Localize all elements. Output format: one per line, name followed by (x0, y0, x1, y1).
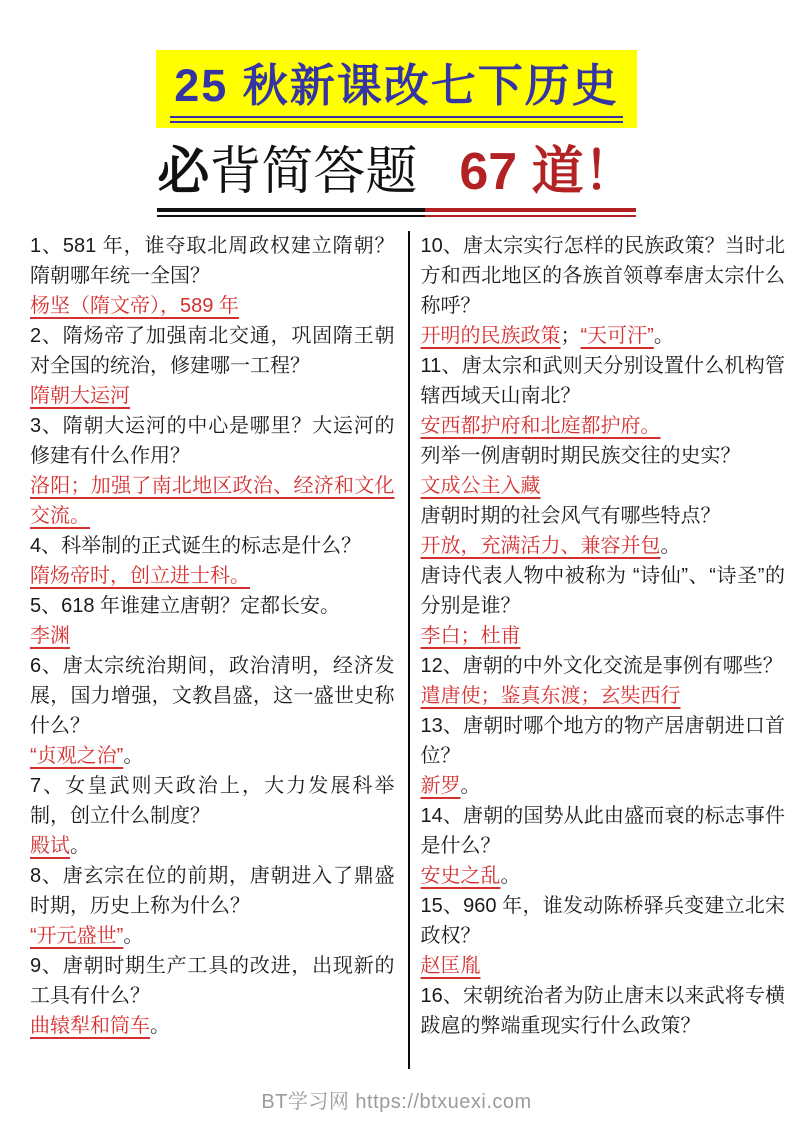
subtitle-underline (157, 208, 635, 217)
answer-red-segment: 赵匡胤 (420, 954, 481, 977)
column-divider (408, 231, 410, 1069)
answer-text (421, 771, 786, 801)
qa-item (421, 561, 786, 651)
answer-punctuation: 。 (500, 864, 521, 887)
question-text: 6、唐太宗统治期间，政治清明，经济发展，国力增强，文教昌盛，这一盛世史称什么？ (30, 654, 395, 737)
answer-text (421, 411, 786, 441)
question-text: 10、唐太宗实行怎样的民族政策？当时北方和西北地区的各族首领尊奉唐太宗什么称呼？ (420, 234, 785, 317)
answer-punctuation: 。 (150, 1014, 170, 1037)
answer-red-segment: 安史之乱 (420, 864, 501, 887)
qa-item (421, 351, 786, 441)
answer-text (30, 831, 395, 861)
qa-item (421, 501, 786, 561)
answer-red-segment: “贞观之治” (30, 744, 124, 767)
question-text: 13、唐朝时哪个地方的物产居唐朝进口首位？ (420, 714, 785, 767)
qa-item (30, 531, 395, 591)
answer-punctuation: 。 (123, 744, 144, 767)
question-text: 7、女皇武则天政治上，大力发展科举制，创立什么制度？ (30, 774, 395, 827)
question-text: 12、唐朝的中外文化交流是事例有哪些？ (420, 654, 783, 677)
qa-item (421, 891, 786, 981)
answer-red-segment: 隋朝大运河 (30, 384, 130, 407)
qa-item (30, 771, 395, 861)
answer-punctuation: 。 (70, 834, 90, 857)
subtitle-count-text: 67 道！ (459, 142, 636, 201)
answer-red-segment: 文成公主入藏 (420, 474, 541, 497)
answer-red-segment: 安西都护府和北庭都护府。 (420, 414, 661, 437)
subtitle-underline-red-segment (425, 208, 635, 217)
qa-item (421, 801, 786, 891)
answer-red-segment: 杨坚（隋文帝），589 年 (30, 294, 239, 317)
answer-text (421, 951, 786, 981)
qa-item (30, 591, 395, 651)
answer-red-segment: 隋炀帝时，创立进士科。 (30, 564, 250, 587)
answer-red-segment: 殿试 (30, 834, 70, 857)
question-text: 1、581 年，谁夺取北周政权建立隋朝？隋朝哪年统一全国？ (30, 234, 395, 287)
question-text: 4、科举制的正式诞生的标志是什么？ (30, 534, 362, 557)
question-text: 5、618 年谁建立唐朝？定都长安。 (30, 594, 341, 617)
answer-red-segment: “开元盛世” (30, 924, 124, 947)
question-text: 唐朝时期的社会风气有哪些特点？ (420, 504, 721, 527)
question-text: 9、唐朝时期生产工具的改进，出现新的工具有什么？ (30, 954, 395, 1007)
qa-item (30, 231, 395, 321)
qa-item (421, 711, 786, 801)
answer-text (421, 681, 786, 711)
answer-punctuation: 。 (660, 534, 681, 557)
qa-item (30, 411, 395, 531)
answer-red-segment: 李白；杜甫 (420, 624, 521, 647)
qa-item (421, 231, 786, 351)
answer-red-segment: 新罗 (420, 774, 461, 797)
answer-text (30, 621, 395, 651)
subtitle-rest-text: 背简答题 (209, 143, 418, 201)
question-text: 11、唐太宗和武则天分别设置什么机构管辖西域天山南北？ (420, 354, 785, 407)
subtitle-black-text (157, 144, 417, 201)
title-text: 秋新课改七下历史 (242, 61, 619, 111)
answer-red-segment: “天可汗” (580, 324, 654, 347)
qa-item (30, 651, 395, 771)
qa-item (30, 951, 395, 1041)
answer-punctuation: 。 (460, 774, 481, 797)
answer-text (30, 1011, 395, 1041)
question-text: 2、隋炀帝了加强南北交通，巩固隋王朝对全国的统治，修建哪一工程？ (30, 324, 395, 377)
answer-red-segment: 遣唐使；鉴真东渡；玄奘西行 (420, 684, 681, 707)
answer-punctuation: ； (560, 324, 581, 347)
answer-red-segment: 李渊 (30, 624, 70, 647)
qa-content (0, 231, 793, 1069)
answer-text (421, 531, 786, 561)
subtitle-block (157, 144, 635, 217)
qa-column-right (421, 231, 786, 1069)
title-year-number: 25 (174, 60, 229, 111)
question-text: 3、隋朝大运河的中心是哪里？大运河的修建有什么作用？ (30, 414, 395, 467)
answer-text (30, 471, 395, 531)
question-text: 8、唐玄宗在位的前期，唐朝进入了鼎盛时期，历史上称为什么？ (30, 864, 395, 917)
question-text: 15、960 年，谁发动陈桥驿兵变建立北宋政权？ (420, 894, 785, 947)
answer-text (421, 321, 786, 351)
answer-punctuation: 。 (123, 924, 144, 947)
answer-text (30, 291, 395, 321)
question-text: 列举一例唐朝时期民族交往的史实？ (420, 444, 741, 467)
answer-punctuation: 。 (653, 324, 674, 347)
qa-item (421, 981, 786, 1041)
answer-text (30, 741, 395, 771)
answer-red-segment: 曲辕犁和筒车 (30, 1014, 150, 1037)
watermark: BT学习网 https://btxuexi.com (261, 1091, 532, 1113)
answer-text (421, 471, 786, 501)
answer-red-segment: 洛阳；加强了南北地区政治、经济和文化交流。 (30, 474, 395, 527)
answer-text (30, 921, 395, 951)
qa-column-left (30, 231, 395, 1069)
qa-item (30, 321, 395, 411)
title-highlight-box (156, 50, 637, 128)
answer-text (30, 561, 395, 591)
question-text: 14、唐朝的国势从此由盛而衰的标志事件是什么？ (420, 804, 785, 857)
answer-text (30, 381, 395, 411)
qa-item (421, 651, 786, 711)
answer-text (421, 621, 786, 651)
answer-red-segment: 开明的民族政策 (420, 324, 561, 347)
subtitle-underline-black-segment (157, 208, 425, 217)
qa-item (30, 861, 395, 951)
qa-item (421, 441, 786, 501)
answer-text (421, 861, 786, 891)
question-text: 16、宋朝统治者为防止唐末以来武将专横跋扈的弊端重现实行什么政策？ (420, 984, 785, 1037)
page-title (170, 60, 623, 123)
page-subtitle (157, 144, 635, 201)
page-header (0, 0, 793, 217)
subtitle-lead-char: 必 (157, 142, 210, 201)
answer-red-segment: 开放，充满活力、兼容并包 (420, 534, 661, 557)
question-text: 唐诗代表人物中被称为 “诗仙”、“诗圣”的分别是谁？ (420, 564, 785, 617)
